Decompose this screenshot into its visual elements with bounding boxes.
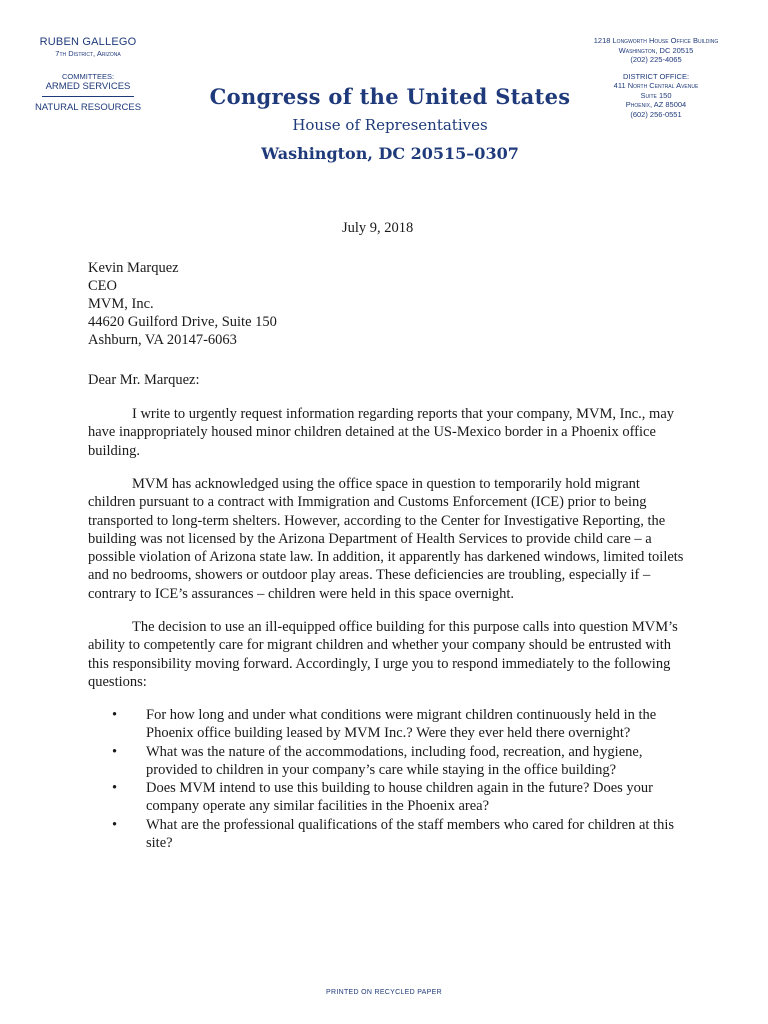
committee-natural-resources: NATURAL RESOURCES	[34, 102, 142, 113]
letter-date: July 9, 2018	[342, 220, 414, 236]
question-item	[88, 706, 688, 743]
congress-title: Congress of the United States	[209, 84, 571, 109]
district-office-label: DISTRICT OFFICE:	[622, 71, 690, 81]
washington-address: Washington, DC 20515–0307	[261, 144, 519, 163]
committee-divider	[42, 96, 134, 97]
question-text: For how long and under what conditions were migrant children continuously held in the Phoenix office building leased by MVM Inc.? Were they ever held there overnight?	[146, 707, 657, 742]
question-item	[88, 816, 688, 853]
recipient-address	[88, 259, 277, 349]
recipient-street: 44620 Guilford Drive, Suite 150	[88, 314, 277, 330]
body-paragraph-1: I write to urgently request information regarding reports that your company, MVM, Inc., may have inappropriately housed minor children detained at the US-Mexico border in a Phoenix office building.	[88, 406, 675, 459]
committees-label: COMMITTEES:	[61, 72, 115, 81]
recycled-paper-note: PRINTED ON RECYCLED PAPER	[326, 989, 442, 996]
recipient-title: CEO	[88, 278, 117, 294]
body-paragraph-3: The decision to use an ill-equipped office building for this purpose calls into question MVM’s ability to competently care for migrant children and whether your company should be entrusted with this responsibility moving forward. Accordingly, I urge you to respond immediately to the following questions:	[88, 619, 678, 690]
dc-office-line-2: Washington, DC 20515	[618, 45, 694, 55]
questions-list	[88, 706, 688, 852]
committee-armed-services: ARMED SERVICES	[45, 81, 131, 92]
question-text: Does MVM intend to use this building to house children again in the future? Does your company operate any similar facilities in the Phoenix area?	[146, 780, 654, 815]
question-text: What are the professional qualifications of the staff members who cared for children at this site?	[146, 816, 674, 852]
district-office-phone: (602) 256-0551	[630, 109, 682, 119]
dc-office-phone: (202) 225-4065	[630, 55, 682, 64]
question-item	[88, 743, 688, 780]
bullet-marker: •	[112, 743, 118, 760]
body-paragraph-2: MVM has acknowledged using the office space in question to temporarily hold migrant children pursuant to a contract with Immigration and Customs Enforcement (ICE) prior to being transported to long-term shelters. However, according to the Center for Investigative Reporting, the building was not licensed by the Arizona Department of Health Services to provide child care – a possible violation of Arizona state law. In addition, it apparently has darkened windows, limited toilets and no bedrooms, showers or outdoor play areas. These deficiencies are troubling, especially if – contrary to ICE’s assurances – children were held in this space overnight.	[88, 476, 684, 602]
dc-office-line-1: 1218 Longworth House Office Building	[593, 36, 719, 45]
bullet-marker: •	[112, 707, 118, 723]
letterhead-title	[180, 84, 600, 163]
member-district: 7th District, Arizona	[55, 49, 121, 58]
salutation: Dear Mr. Marquez:	[88, 372, 200, 388]
house-title: House of Representatives	[292, 116, 488, 134]
recipient-company: MVM, Inc.	[88, 296, 154, 312]
district-office-line-2: Suite 150	[640, 90, 672, 100]
recipient-name: Kevin Marquez	[88, 260, 179, 276]
member-name: RUBEN GALLEGO	[39, 36, 137, 48]
bullet-marker: •	[112, 816, 118, 833]
question-item	[88, 779, 688, 816]
question-text: What was the nature of the accommodations, including food, recreation, and hygiene, provided to children in your company’s care while staying in the office building?	[146, 743, 643, 778]
district-office-line-1: 411 North Central Avenue	[613, 81, 699, 90]
member-block	[28, 36, 148, 113]
recipient-city: Ashburn, VA 20147-6063	[88, 332, 237, 348]
district-office-line-3: Phoenix, AZ 85004	[625, 100, 687, 109]
office-block	[576, 36, 736, 119]
bullet-marker: •	[112, 780, 118, 797]
